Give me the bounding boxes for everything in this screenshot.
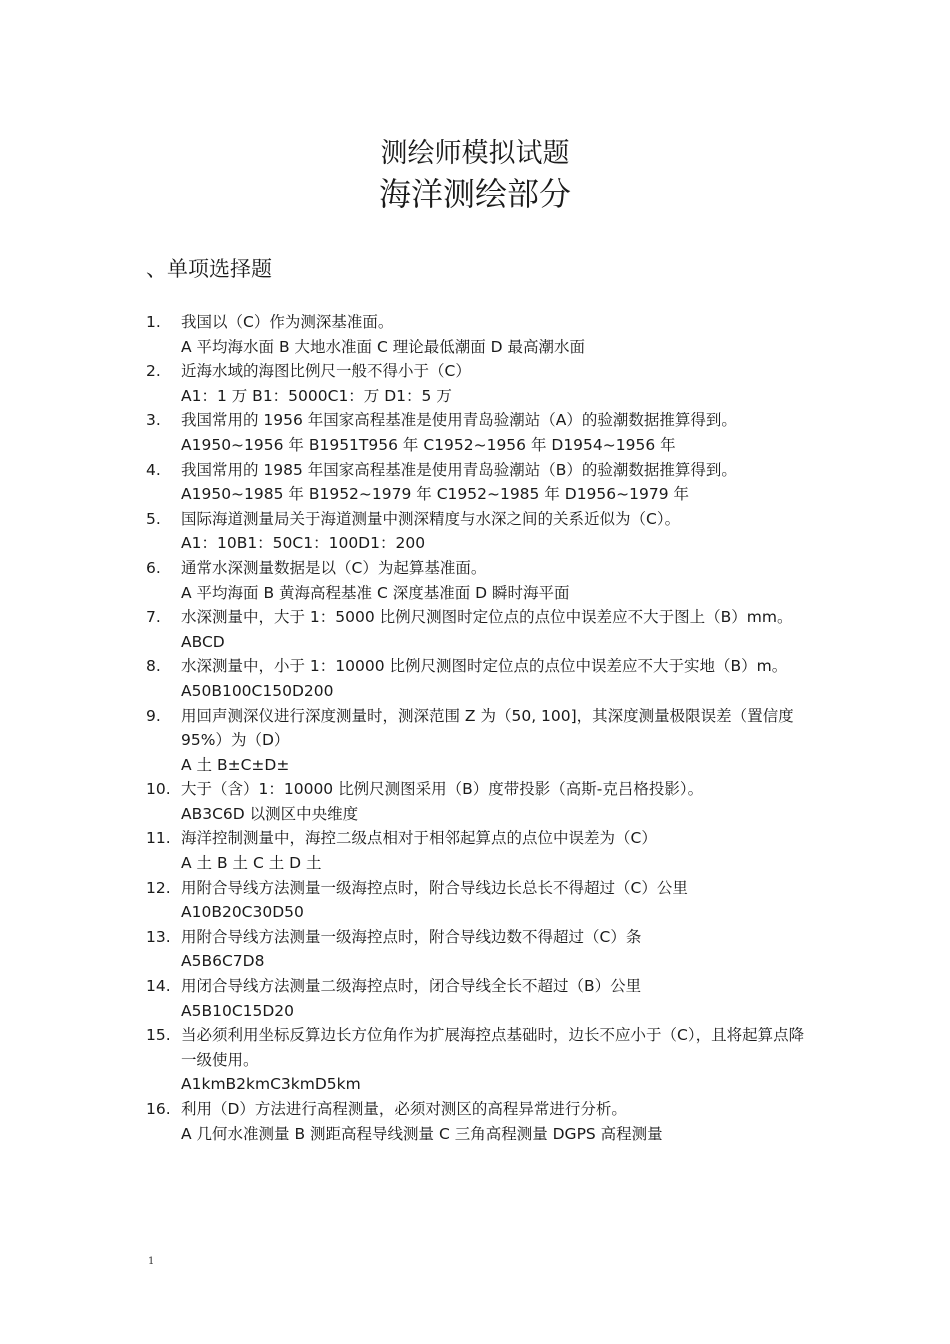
question-options: A 几何水准测量 B 测距高程导线测量 C 三角高程测量 DGPS 高程测量 (181, 1124, 663, 1143)
question-stem: 当必须利用坐标反算边长方位角作为扩展海控点基础时，边长不应小于（C），且将起算点降一级使用。 (181, 1026, 805, 1069)
question-item (146, 925, 816, 974)
question-options: A1：1 万 B1：5000C1：万 D1：5 万 (181, 386, 452, 405)
question-number: 12. (146, 878, 171, 897)
question-stem: 近海水域的海图比例尺一般不得小于（C） (181, 362, 471, 381)
question-item (146, 826, 816, 875)
question-item (146, 605, 816, 654)
question-item (146, 458, 816, 507)
question-number: 8. (146, 657, 161, 676)
question-stem: 用附合导线方法测量一级海控点时，附合导线边数不得超过（C）条 (181, 927, 642, 946)
question-options: ABCD (181, 632, 225, 651)
question-options: A50B100C150D200 (181, 681, 334, 700)
question-number: 13. (146, 927, 171, 946)
question-stem: 海洋控制测量中，海控二级点相对于相邻起算点的点位中误差为（C） (181, 829, 657, 848)
question-stem: 水深测量中，大于 1：5000 比例尺测图时定位点的点位中误差应不大于图上（B）mm。 (181, 608, 793, 627)
question-options: A1：10B1：50C1：100D1：200 (181, 534, 426, 553)
question-options: A10B20C30D50 (181, 903, 304, 922)
question-number: 1. (146, 313, 161, 331)
page-number: 1 (148, 1256, 155, 1267)
question-options: A 平均海水面 B 大地水准面 C 理论最低潮面 D 最高潮水面 (181, 337, 585, 356)
question-stem: 大于（含）1：10000 比例尺测图采用（B）度带投影（高斯-克吕格投影）。 (181, 780, 704, 799)
question-number: 3. (146, 411, 161, 430)
question-options: A 土 B 土 C 土 D 土 (181, 854, 322, 873)
question-item (146, 974, 816, 1023)
question-options: A 平均海面 B 黄海高程基准 C 深度基准面 D 瞬时海平面 (181, 583, 570, 602)
section-heading: 、单项选择题 (146, 257, 272, 281)
question-stem: 国际海道测量局关于海道测量中测深精度与水深之间的关系近似为（C）。 (181, 509, 681, 528)
question-stem: 用回声测深仪进行深度测量时，测深范围 Z 为（50, 100]，其深度测量极限误差（置信度 95%）为（D） (181, 706, 794, 750)
question-number: 6. (146, 558, 161, 577)
question-item (146, 408, 816, 457)
question-item (146, 310, 816, 359)
question-item (146, 556, 816, 605)
question-list (146, 310, 816, 1146)
question-number: 4. (146, 460, 161, 479)
question-item (146, 507, 816, 556)
question-number: 15. (146, 1026, 171, 1045)
question-options: A1950~1956 年 B1951T956 年 C1952~1956 年 D1954~1956 年 (181, 435, 676, 454)
document-subtitle: 海洋测绘部分 (378, 175, 571, 213)
question-options: A5B6C7D8 (181, 952, 265, 971)
question-number: 11. (146, 829, 171, 848)
question-number: 5. (146, 509, 161, 528)
question-options: A5B10C15D20 (181, 1001, 295, 1020)
question-item (146, 704, 816, 778)
question-number: 7. (146, 608, 161, 627)
question-stem: 水深测量中，小于 1：10000 比例尺测图时定位点的点位中误差应不大于实地（B）m。 (181, 657, 788, 676)
question-stem: 我国常用的 1956 年国家高程基准是使用青岛验潮站（A）的验潮数据推算得到。 (181, 411, 737, 430)
question-number: 16. (146, 1100, 171, 1118)
question-stem: 我国常用的 1985 年国家高程基准是使用青岛验潮站（B）的验潮数据推算得到。 (181, 460, 737, 479)
question-stem: 用闭合导线方法测量二级海控点时，闭合导线全长不超过（B）公里 (181, 977, 642, 996)
question-item (146, 359, 816, 408)
question-item (146, 777, 816, 826)
question-options: A 土 B±C±D± (181, 755, 290, 774)
question-options: A1950~1985 年 B1952~1979 年 C1952~1985 年 D1956~1979 年 (181, 485, 690, 504)
question-item (146, 654, 816, 703)
question-options: AB3C6D 以测区中央维度 (181, 804, 359, 823)
question-stem: 我国以（C）作为测深基准面。 (181, 313, 394, 331)
question-number: 10. (146, 780, 171, 799)
question-options: A1kmB2kmC3kmD5km (181, 1075, 361, 1094)
question-stem: 通常水深测量数据是以（C）为起算基准面。 (181, 558, 487, 577)
question-item (146, 876, 816, 925)
question-stem: 利用（D）方法进行高程测量，必须对测区的高程异常进行分析。 (181, 1100, 627, 1118)
question-item (146, 1023, 816, 1097)
question-number: 2. (146, 362, 161, 381)
question-number: 9. (146, 706, 161, 725)
document-title: 测绘师模拟试题 (380, 138, 570, 169)
question-number: 14. (146, 977, 171, 996)
question-item (146, 1097, 816, 1146)
question-stem: 用附合导线方法测量一级海控点时，附合导线边长总长不得超过（C）公里 (181, 878, 688, 897)
